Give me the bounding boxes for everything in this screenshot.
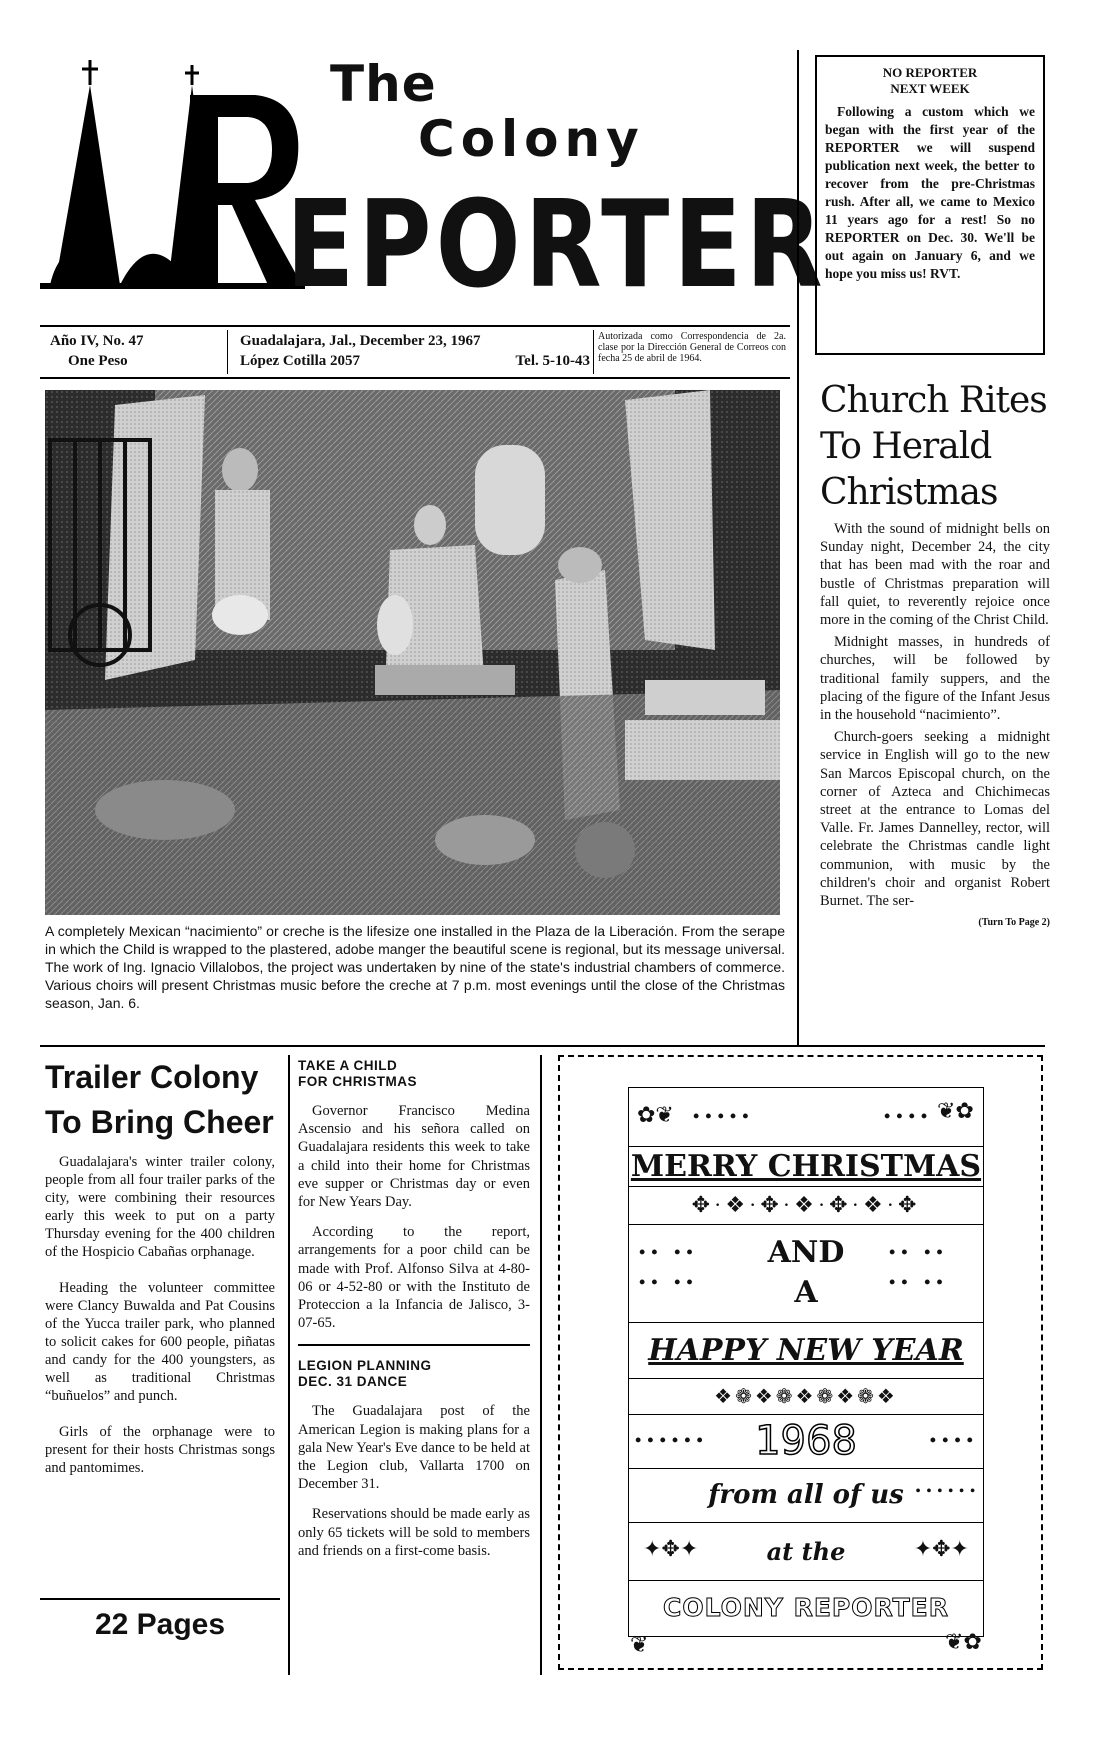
church-paragraph-2: Midnight masses, in hundreds of churches, will be followed by traditional family suppers, and the placing of the figure of the Infant Jesus in the household “nacimiento”. <box>820 634 1050 724</box>
column-divider <box>797 50 799 1045</box>
issue-price: One Peso <box>68 353 128 369</box>
card-row-year: •••••• 1968 •••• <box>629 1414 983 1469</box>
holly-icon: ❦✿ <box>945 1629 982 1654</box>
happy-new-year-text: HAPPY NEW YEAR <box>648 1332 964 1368</box>
church-paragraph-3: Church-goers seeking a midnight service in English will go to the new San Marcos Episcopal church, on the corner of Azteca and Chichimecas street at the entrance to Lomas del Valle. Fr. James Dannelley, rector, will celebrate the Christmas candle light communion, with music by the children's choir and organist Robert Burnet. The ser- <box>820 729 1050 910</box>
church-spires-logo-icon <box>40 55 310 300</box>
take-child-headline-line-2: FOR CHRISTMAS <box>298 1074 417 1089</box>
church-headline-line-2: To Herald <box>820 426 992 467</box>
page-count: 22 Pages <box>94 1608 226 1641</box>
take-child-headline <box>298 1058 530 1090</box>
notice-heading-line-1: NO REPORTER <box>882 65 978 80</box>
church-rites-headline <box>820 378 1050 516</box>
section-divider <box>40 1045 1045 1047</box>
card-holly-row: ✿❦ ••••• •••• ❦✿ <box>629 1088 983 1147</box>
holiday-greeting-card <box>558 1055 1043 1670</box>
merry-christmas-text: MERRY CHRISTMAS <box>630 1148 982 1184</box>
notice-heading <box>825 65 1035 97</box>
take-child-paragraph-2: According to the report, arrangements for a poor child can be made with Prof. Alfonso Silva at 4-80-06 or 4-52-80 or with the Instituto de Proteccion a la Infancia de Jalisco, 3-07-65. <box>298 1224 530 1332</box>
column-divider-middle <box>540 1055 542 1675</box>
church-headline-line-1: Church Rites <box>820 380 1047 421</box>
trailer-headline-line-2: To Bring Cheer <box>45 1104 274 1140</box>
nativity-photo <box>45 390 780 915</box>
photo-caption: A completely Mexican “nacimiento” or creche is the lifesize one installed in the Plaza de la Liberación. From the serape in which the Child is wrapped to the plastered, adobe manger the beautiful scene is regional, but its message universal. The work of Ing. Ignacio Villalobos, the project was undertaken by nine of the state's industrial chambers of commerce. Various choirs will present Christmas music before the creche at 7 p.m. most evenings until the close of the Christmas season, Jan. 6. <box>45 923 785 1011</box>
office-phone: Tel. 5-10-43 <box>515 353 590 369</box>
card-row-from-all: from all of us •••••• <box>629 1468 983 1523</box>
masthead-colony: Colony <box>418 110 645 168</box>
card-row-at-the <box>629 1522 983 1581</box>
colony-reporter-text: COLONY REPORTER <box>662 1592 950 1622</box>
fleur-ornament-icon: ✥·❖·✥·❖·✥·❖·✥ <box>691 1192 921 1217</box>
card-ornament-row-2 <box>629 1378 983 1415</box>
take-child-headline-line-1: TAKE A CHILD <box>298 1058 398 1073</box>
notice-body: Following a custom which we began with the first year of the REPORTER we will suspend publication next week, the better to recover from the pre-Christmas rush. After all, we came to Mexico 11 years ago for a rest! So no REPORTER on Dec. 30. We'll be out again on January 6, and we hope you miss us! RVT. <box>825 104 1035 281</box>
trailer-headline-line-1: Trailer Colony <box>45 1059 259 1095</box>
holly-icon: ✿❦ <box>637 1102 674 1127</box>
star-ornament-icon: ✦✥✦ <box>643 1536 699 1561</box>
issue-number: Año IV, No. 47 <box>50 333 144 349</box>
nativity-scene-image <box>45 390 780 915</box>
greeting-card-frame <box>628 1087 984 1637</box>
card-row-happy-new-year <box>629 1322 983 1379</box>
column-divider-left <box>288 1055 290 1675</box>
trailer-colony-article <box>45 1153 275 1495</box>
card-ornament-row <box>629 1186 983 1225</box>
a-text: A <box>794 1275 818 1310</box>
trailer-colony-headline <box>45 1055 285 1145</box>
no-reporter-notice <box>815 55 1045 355</box>
masthead-the: The <box>330 55 437 113</box>
turn-to-page: (Turn To Page 2) <box>978 917 1050 929</box>
legion-headline-line-1: LEGION PLANNING <box>298 1358 432 1374</box>
take-child-paragraph-1: Governor Francisco Medina Ascensio and his señora called on Guadalajara residents this week to take a child into their home for Christmas eve supper or Christmas day or even for New Years Day. <box>298 1103 530 1211</box>
legion-headline-line-2: DEC. 31 DANCE <box>298 1374 408 1390</box>
dateline-bar <box>40 325 790 379</box>
trailer-paragraph-1: Guadalajara's winter trailer colony, people from all four trailer parks of the city, were combining their resources early this week to put on a party Thursday evening for the 400 children of the Hospicio Cabañas orphanage. <box>45 1154 275 1260</box>
church-headline-line-3: Christmas <box>820 472 998 513</box>
middle-column <box>298 1058 530 1572</box>
pages-divider <box>40 1598 280 1600</box>
legion-paragraph-1: The Guadalajara post of the American Legion is making plans for a gala New Year's Eve dance to be held at the Legion club, Vallarta 1700 on December 31. <box>298 1403 530 1493</box>
holly-icon: ❦✿ <box>937 1098 974 1123</box>
holly-icon: ❦ <box>630 1632 649 1657</box>
church-paragraph-1: With the sound of midnight bells on Sunday night, December 24, the city that has been mad with the roar and bustle of Christmas preparation will fall quiet, to reverently rejoice once more in the coming of the Christ Child. <box>820 521 1050 629</box>
trailer-paragraph-3: Girls of the orphanage were to present for their hosts Christmas songs and pantomimes. <box>45 1424 275 1476</box>
legion-paragraph-2: Reservations should be made early as only 65 tickets will be sold to members and friends on a first-come basis. <box>298 1506 530 1559</box>
office-address: López Cotilla 2057 <box>240 353 360 369</box>
flower-ornament-icon: ❖❁❖❁❖❁❖❁❖ <box>714 1385 898 1408</box>
church-rites-article <box>820 520 1050 932</box>
card-row-merry-christmas <box>629 1146 983 1187</box>
trailer-paragraph-2: Heading the volunteer committee were Clancy Buwalda and Pat Cousins of the Yucca trailer park, who planned to solicit cakes for 600 people, piñatas and candy for the 400 youngsters, as well as traditional Christmas “buñuelos” and punch. <box>45 1280 275 1404</box>
notice-heading-line-2: NEXT WEEK <box>890 81 970 96</box>
masthead-reporter: EPORTER <box>286 174 827 315</box>
and-text: AND <box>767 1235 845 1270</box>
star-ornament-icon: ✦✥✦ <box>913 1536 969 1561</box>
year-1968-text: 1968 <box>755 1418 857 1464</box>
masthead <box>40 45 827 315</box>
card-row-colony-reporter <box>629 1580 983 1634</box>
from-all-of-us-text: from all of us <box>708 1480 904 1510</box>
at-the-text: at the <box>766 1536 846 1566</box>
legion-headline <box>298 1358 530 1390</box>
postal-authorization: Autorizada como Correspondencia de 2a. clase por la Dirección General de Correos con fecha 25 de abril de 1964. <box>598 331 786 364</box>
card-row-and-a: •• •• •• •• •• •• •• •• AND A <box>629 1224 983 1323</box>
place-date: Guadalajara, Jal., December 23, 1967 <box>240 333 481 349</box>
